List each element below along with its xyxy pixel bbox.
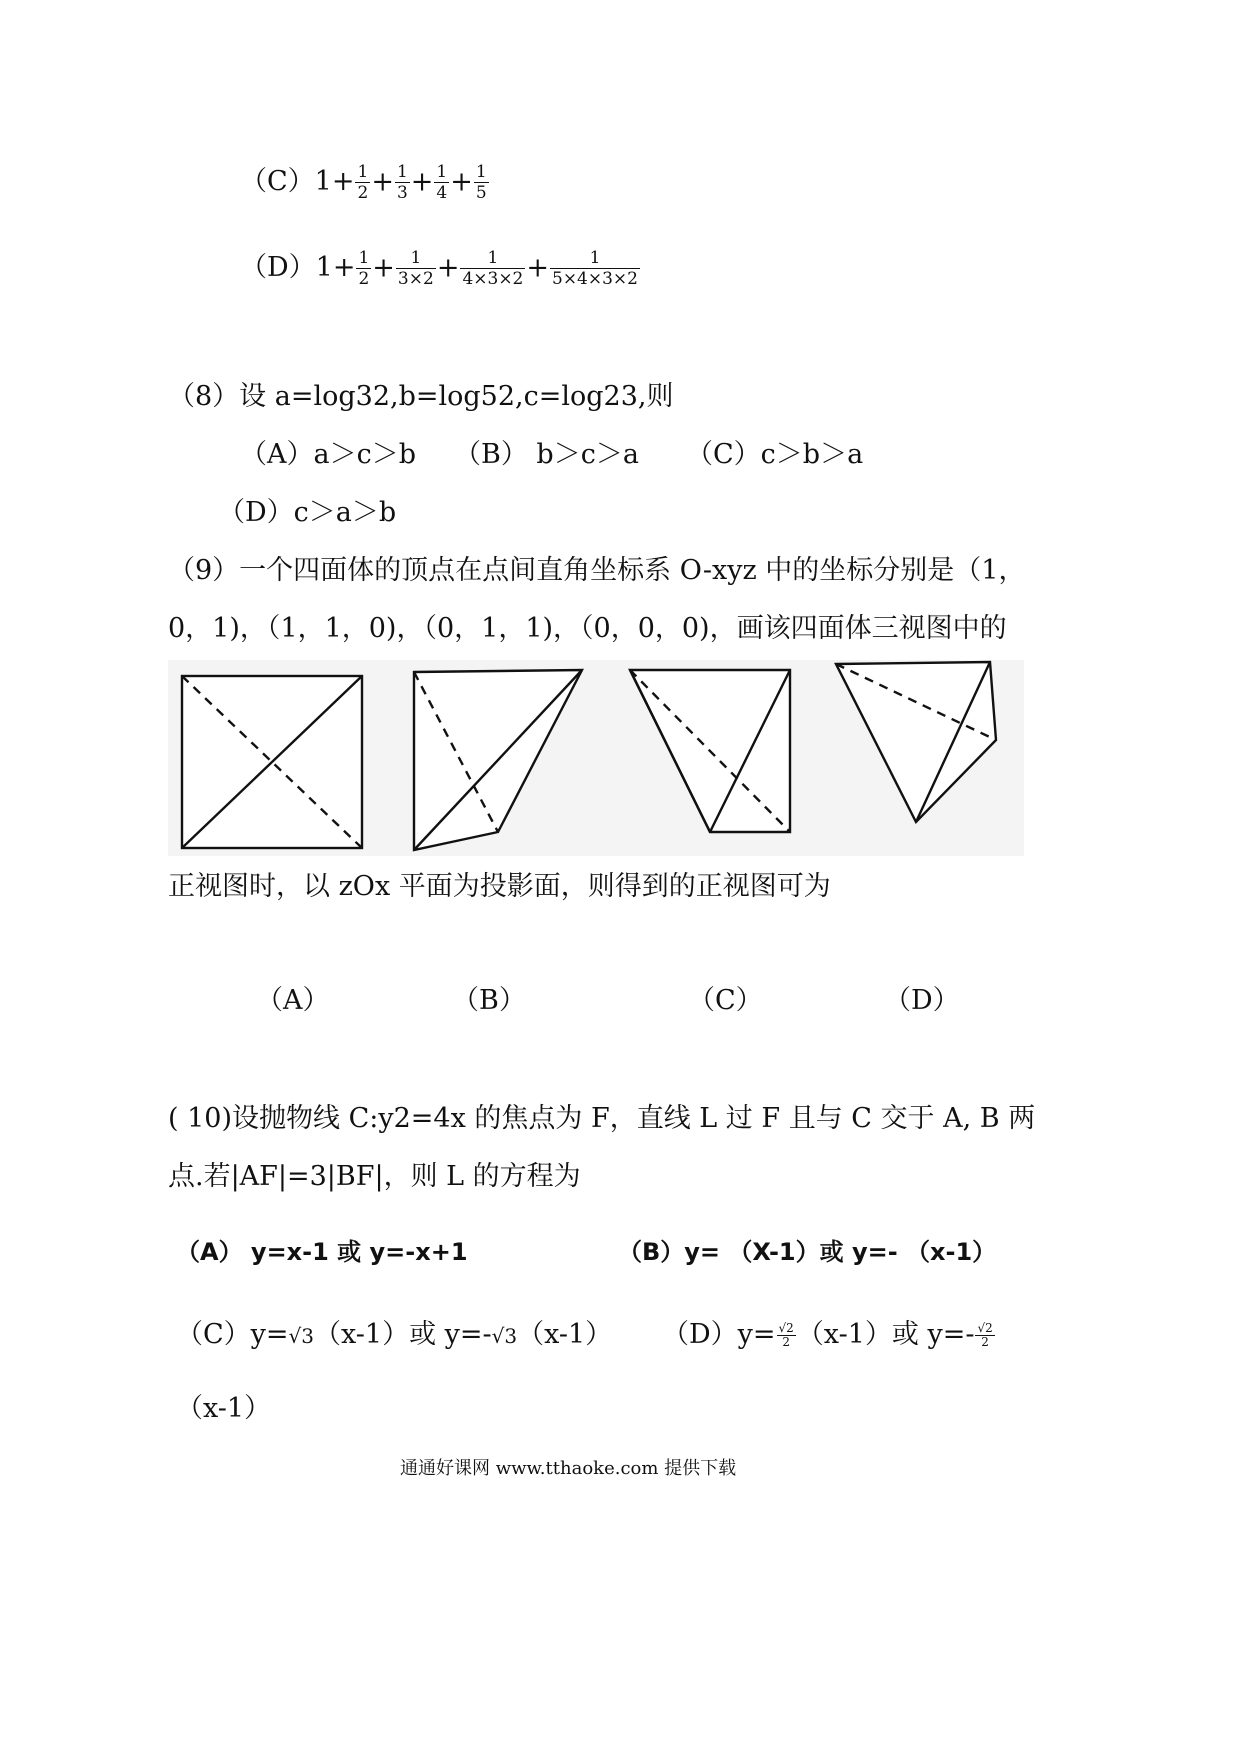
- fraction: $\frac{1}{3}$: [396, 162, 408, 203]
- q9-label-d: （D）: [884, 985, 960, 1016]
- q10-option-d-continued: （x-1）: [176, 1393, 272, 1424]
- q9-stem-line2: 0，1)，（1，1，0)，（0，1，1)，（0，0，0)，画该四面体三视图中的: [168, 613, 1007, 644]
- fraction: $\frac{1}{4\times 3\times 2}$: [462, 248, 524, 289]
- fraction: $\frac{1}{2}$: [358, 248, 370, 289]
- q8-option-b: （B） b＞c＞a: [454, 439, 639, 470]
- q10-option-d: （D）y= $\frac{√2}{2}$ （x-1）或 y=- $\frac{√2}{2}$: [662, 1319, 993, 1350]
- q10-stem-line2: 点.若|AF|=3|BF|，则 L 的方程为: [168, 1161, 581, 1192]
- q10-option-b: （B）y= （X-1）或 y=- （x-1）: [618, 1238, 997, 1266]
- q9-stem-line3: 正视图时，以 zOx 平面为投影面，则得到的正视图可为: [168, 871, 831, 902]
- footer-source: 通通好课网 www.tthaoke.com 提供下载: [400, 1458, 737, 1479]
- q9-stem-line1: （9）一个四面体的顶点在点间直角坐标系 O-xyz 中的坐标分别是（1，: [168, 555, 1026, 586]
- q8-option-c: （C）c＞b＞a: [686, 439, 864, 470]
- q7-option-d: （D）1+ $\frac{1}{2}$ + $\frac{1}{3\times 2}$ + $\frac{1}{4\times 3\times 2}$ + $\frac{1}{5\times 4\times 3\times 2}$: [240, 248, 638, 289]
- q7-option-c-label: （C）: [240, 166, 315, 197]
- q9-view-figures: [168, 660, 1024, 856]
- view-option-a-figure: [182, 676, 362, 848]
- fraction: $\frac{1}{4}$: [436, 162, 448, 203]
- sqrt-3: √3: [288, 1324, 315, 1348]
- q9-label-b: （B）: [452, 985, 526, 1016]
- q7-option-d-lead: 1+: [315, 252, 356, 283]
- fraction: $\frac{1}{2}$: [357, 162, 369, 203]
- q9-label-a: （A）: [256, 985, 330, 1016]
- fraction: $\frac{√2}{2}$: [977, 1321, 993, 1349]
- q8-stem: （8）设 a=log32,b=log52,c=log23,则: [168, 381, 674, 412]
- q10-option-c: （C）y=√3（x-1）或 y=-√3（x-1）: [176, 1319, 613, 1350]
- q8-option-d: （D）c＞a＞b: [218, 497, 397, 528]
- q10-stem-line1: ( 10)设抛物线 C:y2=4x 的焦点为 F，直线 L 过 F 且与 C 交于 A, B 两: [168, 1103, 1036, 1134]
- fraction: $\frac{1}{5\times 4\times 3\times 2}$: [552, 248, 638, 289]
- sqrt-3: √3: [491, 1324, 518, 1348]
- q7-option-d-label: （D）: [240, 252, 316, 283]
- fraction: $\frac{1}{3\times 2}$: [397, 248, 434, 289]
- q7-option-c-lead: 1+: [314, 166, 355, 197]
- q10-option-a: （A） y=x-1 或 y=-x+1: [176, 1238, 468, 1266]
- q9-label-c: （C）: [688, 985, 763, 1016]
- q8-option-a: （A）a＞c＞b: [240, 439, 417, 470]
- fraction: $\frac{√2}{2}$: [778, 1321, 794, 1349]
- q7-option-c: （C）1+ $\frac{1}{2}$ + $\frac{1}{3}$ + $\frac{1}{4}$ + $\frac{1}{5}$: [240, 162, 487, 203]
- fraction: $\frac{1}{5}$: [475, 162, 487, 203]
